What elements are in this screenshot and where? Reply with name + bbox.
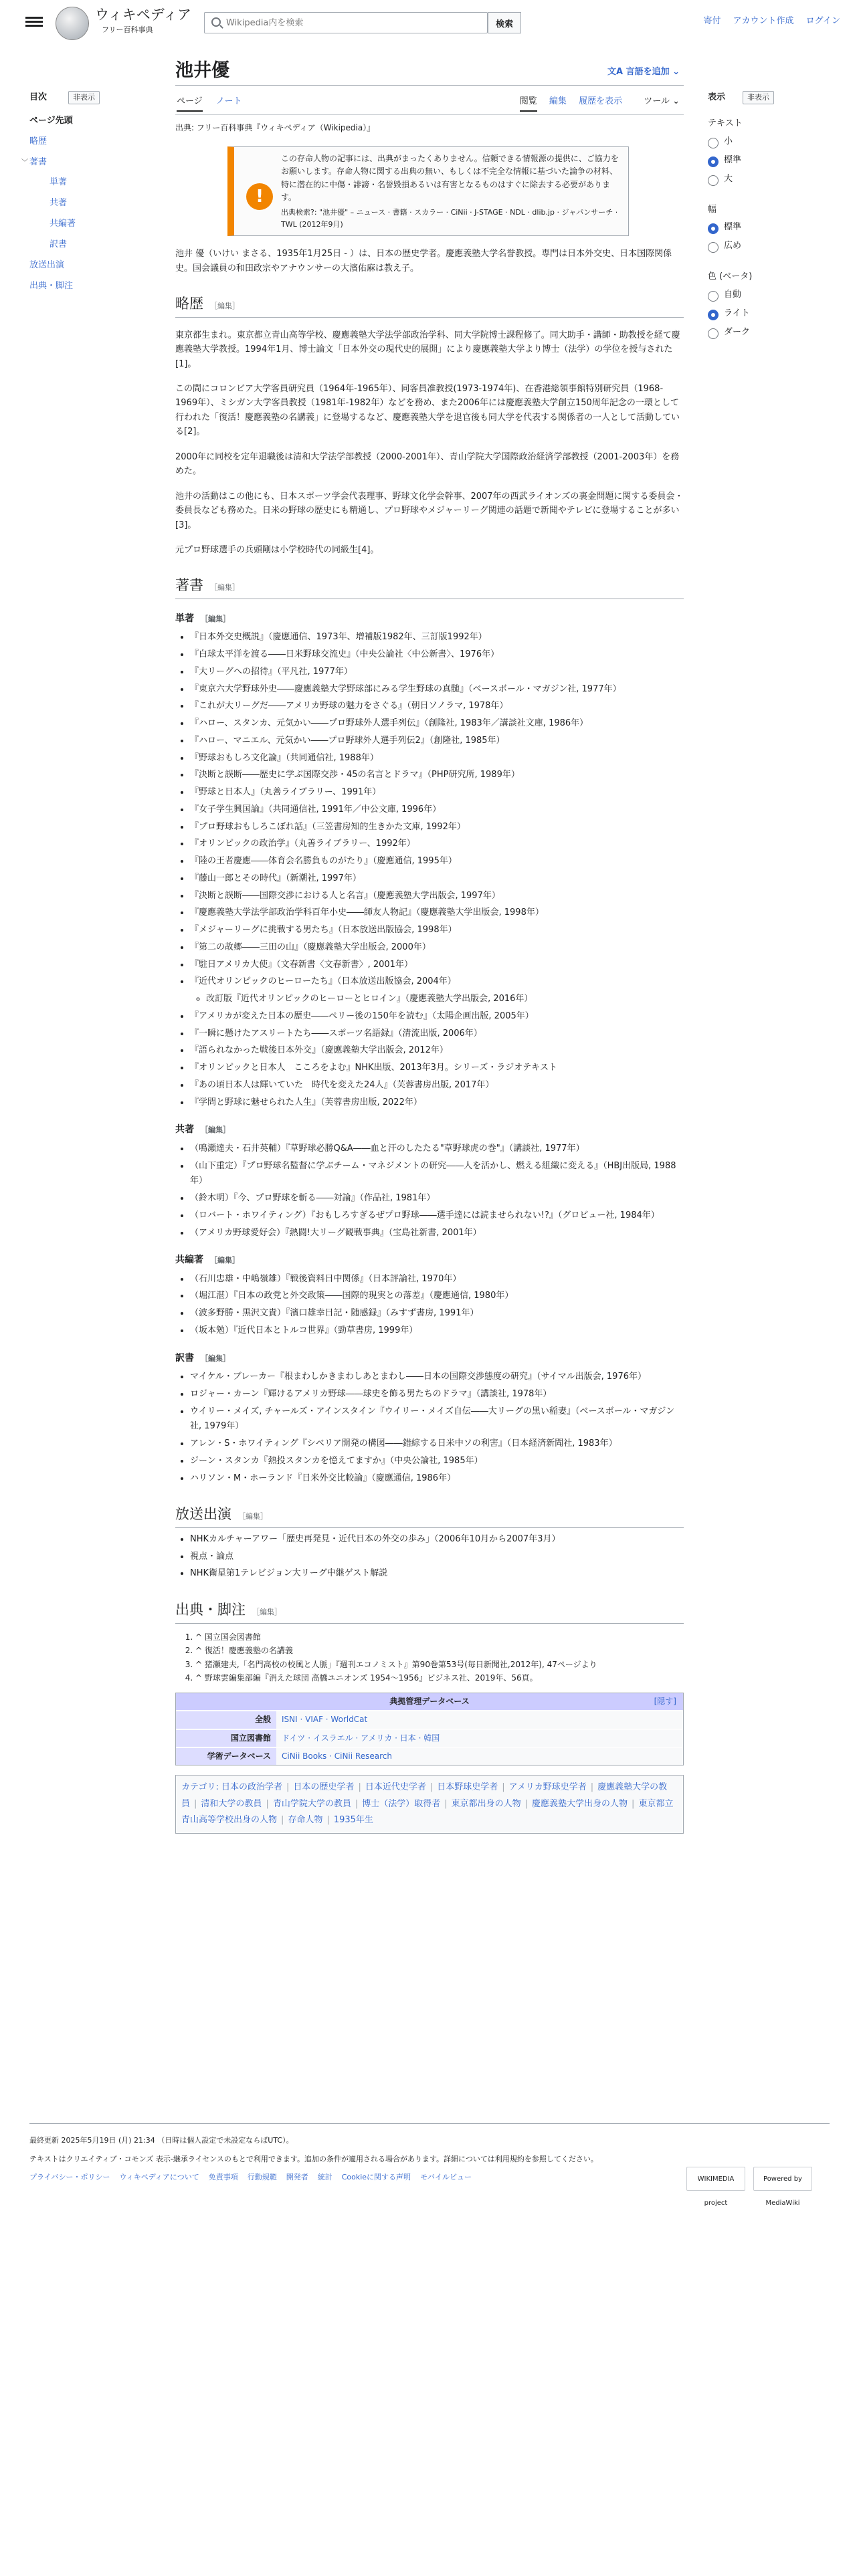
appearance-panel bbox=[708, 91, 842, 344]
from-line: 出典: フリー百科事典『ウィキペディア（Wikipedia）』 bbox=[175, 123, 375, 133]
article-content bbox=[175, 59, 684, 1834]
section-books: 著書 ［編集］ bbox=[175, 574, 684, 599]
list-item: • 『野球と日本人』（丸善ライブラリー、1991年） bbox=[190, 785, 684, 800]
warning-icon: ! bbox=[246, 183, 273, 210]
edit-link[interactable]: ［編集］ bbox=[252, 1608, 282, 1617]
list-item: • 『一瞬に懸けたアスリートたち――スポーツ名語録』（清流出版, 2006年） bbox=[190, 1027, 684, 1042]
tab-tools[interactable]: ツール ⌄ bbox=[644, 96, 680, 107]
search-input[interactable] bbox=[226, 15, 480, 30]
list-item: • 『決断と誤断――歴史に学ぶ国際交渉・45の名言とドラマ』（PHP研究所, 1989年） bbox=[190, 768, 684, 783]
footer-link[interactable]: Cookieに関する声明 bbox=[341, 2173, 411, 2182]
section-broadcast: 放送出演 ［編集］ bbox=[175, 1503, 684, 1528]
color-light-radio[interactable]: ライト bbox=[708, 307, 842, 326]
main-menu-button[interactable] bbox=[25, 15, 43, 29]
page-tabs bbox=[175, 92, 684, 115]
coedit-list bbox=[175, 1272, 684, 1339]
category-link[interactable]: 博士（法学）取得者 bbox=[362, 1798, 441, 1809]
tab-edit[interactable]: 編集 bbox=[549, 96, 567, 107]
color-dark-radio[interactable]: ダーク bbox=[708, 326, 842, 344]
list-item: • ウイリー・メイズ, チャールズ・アインスタイン『ウイリー・メイズ自伝――大リーグの黒い稲妻』（ベースボール・マガジン社, 1979年） bbox=[190, 1404, 684, 1435]
footer-link[interactable]: 開発者 bbox=[286, 2173, 308, 2182]
list-item: • 『近代オリンピックのヒーローたち』（日本放送出版協会, 2004年） bbox=[190, 974, 684, 990]
bio-para: 2000年に同校を定年退職後は清和大学法学部教授（2000-2001年）、青山学院大学国際政治経済学部教授（2001-2003年）を務めた。 bbox=[175, 451, 680, 477]
list-item: • 『女子学生興国論』（共同通信社, 1991年／中公文庫, 1996年） bbox=[190, 802, 684, 818]
list-item: • 『日本外交史概説』（慶應通信、1973年、増補版1982年、三訂版1992年） bbox=[190, 630, 684, 645]
page-footer bbox=[29, 2123, 830, 2207]
toc-item-books[interactable]: ﹀ 著書 bbox=[21, 156, 47, 167]
list-item: • 視点・論点 bbox=[190, 1549, 684, 1565]
authority-control-box bbox=[175, 1693, 684, 1765]
category-link[interactable]: 1935年生 bbox=[333, 1815, 373, 1826]
list-item: • （アメリカ野球愛好会）『熱闘!大リーグ観戦事典』（宝島社新書, 2001年） bbox=[190, 1226, 684, 1241]
chevron-down-icon[interactable]: ﹀ bbox=[21, 158, 28, 167]
list-item: • 『第二の故郷――三田の山』（慶應義塾大学出版会, 2000年） bbox=[190, 940, 684, 956]
color-label: 色 (ベータ) bbox=[708, 272, 753, 282]
notice-text: この存命人物の記事には、出典がまったくありません。信頼できる情報源の提供に、ご協力をお願いします。存命人物に関する出典の無い、もしくは不完全な情報に基づいた論争の材料、特に潜在的に中傷・誹謗・名誉毀損あるいは有害となるものはすぐに除去する必要があります。 bbox=[281, 154, 619, 202]
tab-history[interactable]: 履歴を表示 bbox=[579, 96, 623, 107]
reference-item: 1. ^ 国立国会図書館 bbox=[195, 1630, 684, 1644]
navbox-row: 学術データベース CiNii Books · CiNii Research bbox=[176, 1747, 683, 1765]
bio-para: 元プロ野球選手の兵頭剛は小学校時代の同級生[4]。 bbox=[175, 544, 379, 555]
list-item: • 『白球太平洋を渡る――日米野球交流史』（中央公論社〈中公新書〉、1976年） bbox=[190, 647, 684, 663]
page-title: 池井優 bbox=[175, 59, 684, 86]
tab-page[interactable]: ページ bbox=[177, 96, 203, 112]
category-link[interactable]: 存命人物 bbox=[288, 1815, 323, 1826]
edit-link[interactable]: ［編集］ bbox=[238, 1512, 268, 1521]
tab-talk[interactable]: ノート bbox=[215, 96, 242, 107]
list-item: • 『アメリカが変えた日本の歴史――ペリー後の150年を読む』（太陽企画出版, 2005年） bbox=[190, 1009, 684, 1025]
navbox-hide-button[interactable]: [隠す] bbox=[654, 1697, 676, 1707]
bio-para: 東京都生まれ。東京都立青山高等学校、慶應義塾大学法学部政治学科、同大学院博士課程修了。同大助手・講師・助教授を経て慶應義塾大学教授。1994年1月、博士論文「日本外交の現代史的展開」により慶應義塾大学より博士（法学）の学位を授与された[1]。 bbox=[175, 330, 680, 369]
footer-link[interactable]: モバイルビュー bbox=[420, 2173, 472, 2182]
color-section bbox=[708, 270, 842, 344]
search-button[interactable]: 検索 bbox=[488, 12, 521, 33]
list-item: • 『東京六大学野球外史――慶應義塾大学野球部にみる学生野球の真髄』（ベースボール・マガジン社, 1977年） bbox=[190, 682, 684, 697]
reference-item: 3. ^ 猪瀬建夫,「名門高校の校風と人脈」『週刊エコノミスト』第90巻第53号(毎日新聞社,2012年), 47ページより bbox=[195, 1658, 684, 1671]
footer-link[interactable]: 行動規範 bbox=[247, 2173, 277, 2182]
toc-item-single[interactable]: 単著 bbox=[50, 177, 68, 188]
text-size-small-radio[interactable]: 小 bbox=[708, 135, 842, 154]
list-item: • NHK衛星第1テレビジョン大リーグ中継ゲスト解説 bbox=[190, 1566, 684, 1582]
width-label: 幅 bbox=[708, 204, 717, 215]
add-language-button[interactable]: 文A 言語を追加 ⌄ bbox=[607, 67, 680, 77]
toc-item-coedit[interactable]: 共編著 bbox=[50, 219, 76, 229]
list-item: • 『決断と誤断――国際交渉における人と名言』（慶應義塾大学出版会, 1997年） bbox=[190, 889, 684, 904]
list-item: • アレン・S・ホワイティング『シベリア開発の構図――錯綜する日米中ソの利害』（日本経済新聞社, 1983年） bbox=[190, 1436, 684, 1452]
text-size-large-radio[interactable]: 大 bbox=[708, 173, 842, 191]
donate-link[interactable]: 寄付 bbox=[703, 16, 721, 26]
create-account-link[interactable]: アカウント作成 bbox=[733, 16, 794, 26]
list-item: • （堀江湛）『日本の政党と外交政策――国際的現実との落差』（慶應通信, 1980年） bbox=[190, 1289, 684, 1304]
list-item: • 『野球おもしろ文化論』（共同通信社, 1988年） bbox=[190, 751, 684, 766]
list-item: • （波多野勝・黒沢文貴）『濱口雄幸日記・随感録』（みすず書房, 1991年） bbox=[190, 1306, 684, 1321]
navbox-title: 典拠管理データベース [隠す] bbox=[176, 1693, 683, 1710]
text-size-standard-radio[interactable]: 標準 bbox=[708, 154, 842, 173]
toc-item-coauthor[interactable]: 共著 bbox=[50, 198, 68, 209]
footer-link[interactable]: 免責事項 bbox=[208, 2173, 238, 2182]
list-item: • （坂本勉）『近代日本とトルコ世界』（勁草書房, 1999年） bbox=[190, 1323, 684, 1339]
site-header bbox=[0, 0, 859, 47]
single-list bbox=[175, 630, 684, 1110]
navbox-row: 国立図書館 ドイツ · イスラエル · アメリカ · 日本 · 韓国 bbox=[176, 1729, 683, 1747]
category-link[interactable]: 日本の政治学者 bbox=[221, 1782, 283, 1793]
license-text: テキストはクリエイティブ・コモンズ 表示-継承ライセンスのもとで利用できます。追加の条件が適用される場合があります。詳細については利用規約を参照してください。 bbox=[29, 2154, 598, 2163]
category-link[interactable]: 東京都出身の人物 bbox=[451, 1798, 521, 1809]
list-item: • （鈴木明）『今、プロ野球を斬る――対論』（作品社, 1981年） bbox=[190, 1191, 684, 1206]
toc-item-bio[interactable]: 略歴 bbox=[29, 136, 47, 146]
broadcast-list bbox=[175, 1532, 684, 1582]
list-item: ◦ 改訂版『近代オリンピックのヒーローとヒロイン』（慶應義塾大学出版会, 2016年） bbox=[206, 992, 684, 1007]
last-updated: 最終更新 2025年5月19日 (月) 21:34 （日時は個人設定で未設定ならばUTC）。 bbox=[29, 2136, 294, 2145]
edit-link[interactable]: ［編集］ bbox=[201, 1354, 230, 1363]
list-item: • 『慶應義塾大学法学部政治学科百年小史――師友人物記』（慶應義塾大学出版会, 1998年） bbox=[190, 905, 684, 921]
list-item: • 『駐日アメリカ大使』（文春新書〈文春新書〉, 2001年） bbox=[190, 958, 684, 973]
list-item: • 『ハロー、スタンカ、元気かい――プロ野球外人選手列伝』（創隆社, 1983年／講談社文庫, 1986年） bbox=[190, 716, 684, 732]
list-item: • 『陸の王者慶應――体育会名勝負ものがたり』（慶應通信, 1995年） bbox=[190, 854, 684, 869]
wikimedia-badge[interactable]: WIKIMEDIA project bbox=[686, 2167, 745, 2191]
trans-list bbox=[175, 1370, 684, 1486]
section-coedit: 共編著 ［編集］ bbox=[175, 1255, 240, 1266]
list-item: • 『これが大リーグだ――アメリカ野球の魅力をさぐる』（朝日ソノラマ, 1978年） bbox=[190, 699, 684, 714]
list-item: • 『オリンピックと日本人 こころをよむ』NHK出版、2013年3月。シリーズ・ラジオテキスト bbox=[190, 1061, 684, 1076]
edit-link[interactable]: ［編集］ bbox=[210, 1256, 240, 1265]
list-item: • 『学問と野球に魅せられた人生』（芙蓉書房出版, 2022年） bbox=[190, 1095, 684, 1111]
category-link[interactable]: 日本野球史学者 bbox=[437, 1782, 498, 1793]
toc-item-top[interactable]: ページ先頭 bbox=[29, 115, 73, 126]
search-icon bbox=[211, 17, 221, 27]
wikipedia-globe-icon[interactable] bbox=[56, 7, 89, 40]
lead-paragraph: 池井 優（いけい まさる、1935年1月25日 - ）は、日本の歴史学者。慶應義塾大学名誉教授。専門は日本外交史、日本国際関係史。国会議員の和田政宗やアナウンサーの大濱佑麻は教え子。 bbox=[175, 249, 672, 274]
list-item: • NHKカルチャーアワー「歴史再発見・近代日本の外交の歩み」（2006年10月から2007年3月） bbox=[190, 1532, 684, 1547]
section-bio: 略歴 ［編集］ bbox=[175, 293, 684, 318]
search-box bbox=[204, 12, 488, 33]
appearance-title: 表示 bbox=[708, 92, 726, 102]
list-item: • 『プロ野球おもしろこぼれ話』（三笠書房知的生きかた文庫, 1992年） bbox=[190, 820, 684, 835]
logo-title[interactable]: ウィキペディア bbox=[95, 7, 192, 23]
toc-item-refs[interactable]: 出典・脚注 bbox=[29, 280, 74, 291]
list-item: • 『ハロー、マニエル、元気かい――プロ野球外人選手列伝2』（創隆社, 1985年） bbox=[190, 734, 684, 749]
mediawiki-badge[interactable]: Powered by MediaWiki bbox=[753, 2167, 812, 2191]
list-item: • ジーン・スタンカ『熱投スタンカを憶えてますか』（中央公論社, 1985年） bbox=[190, 1454, 684, 1469]
section-refs: 出典・脚注 ［編集］ bbox=[175, 1599, 684, 1624]
translate-icon: 文A bbox=[607, 67, 626, 77]
width-standard-radio[interactable]: 標準 bbox=[708, 221, 842, 239]
toc-item-trans[interactable]: 訳書 bbox=[50, 239, 68, 250]
list-item: • 『語られなかった戦後日本外交』（慶應義塾大学出版会, 2012年） bbox=[190, 1043, 684, 1059]
tab-read[interactable]: 閲覧 bbox=[520, 96, 537, 112]
list-item: • マイケル・ブレーカー『根まわしかきまわしあとまわし――日本の国際交渉態度の研究』（サイマル出版会, 1976年） bbox=[190, 1370, 684, 1385]
list-item: • （ロバート・ホワイティング）『おもしろすぎるぜプロ野球――選手達には読ませられない!?』（グロビュー社, 1984年） bbox=[190, 1208, 684, 1224]
category-link[interactable]: 日本近代史学者 bbox=[365, 1782, 426, 1793]
list-item: • 『あの頃日本人は輝いていた 時代を変えた24人』（芙蓉書房出版, 2017年） bbox=[190, 1078, 684, 1093]
text-size-section bbox=[708, 117, 842, 191]
width-section bbox=[708, 203, 842, 259]
list-item: • （鳴瀬達夫・石井英輔）『草野球必勝Q&A――血と汗のしたたる"草野球虎の巻"』（講談社, 1977年） bbox=[190, 1142, 684, 1157]
category-box: カテゴリ: 日本の政治学者 | 日本の歴史学者 | 日本近代史学者 | 日本野球史学者 | アメリカ野球史学者 | 慶應義塾大学の教員 | 清和大学の教員 | 青山学院大学の教員 | 博士（法学）取得者 | 東京都出身の人物 | 慶應義塾大学出身の人物 | 東京都立青山高等学校出身の人物 | 存命人物 | 1935年生 bbox=[175, 1775, 684, 1834]
toc-hide-button[interactable]: 非表示 bbox=[68, 91, 100, 104]
user-links bbox=[694, 15, 840, 29]
login-link[interactable]: ログイン bbox=[805, 16, 840, 26]
edit-link[interactable]: ［編集］ bbox=[201, 1125, 230, 1135]
list-item: • 『メジャーリーグに挑戦する男たち』（日本放送出版協会, 1998年） bbox=[190, 923, 684, 938]
bio-para: 池井の活動はこの他にも、日本スポーツ学会代表理事、野球文化学会幹事、2007年の西武ライオンズの裏金問題に関する委員会・委員長なども務めた。日米の野球の歴史にも精通し、プロ野球やメジャーリーグ関連の話題で新聞やテレビに登場することが多い[3]。 bbox=[175, 491, 684, 530]
edit-link[interactable]: ［編集］ bbox=[210, 583, 240, 593]
refs-list bbox=[175, 1630, 684, 1685]
category-link[interactable]: 日本の歴史学者 bbox=[293, 1782, 355, 1793]
categories-label[interactable]: カテゴリ: bbox=[181, 1782, 219, 1793]
appearance-hide-button[interactable]: 非表示 bbox=[743, 91, 774, 104]
category-link[interactable]: 青山学院大学の教員 bbox=[272, 1798, 351, 1809]
text-size-label: テキスト bbox=[708, 118, 743, 128]
footer-link[interactable]: プライバシー・ポリシー bbox=[29, 2173, 110, 2182]
list-item: • 『オリンピックの政治学』（丸善ライブラリー、1992年） bbox=[190, 837, 684, 852]
notice-sources[interactable]: 出典検索?: "池井優" – ニュース · 書籍 · スカラー · CiNii · J-STAGE · NDL · dlib.jp · ジャパンサーチ · TWL (2012年9月) bbox=[281, 208, 618, 229]
table-of-contents bbox=[21, 91, 150, 302]
bio-para: この間にコロンビア大学客員研究員（1964年-1965年）、同客員准教授(1973-1974年)、在香港総領事館特別研究員（1968-1969年）、ミシガン大学客員教授（1981年-1982年）などを務め、また2006年には慶應義塾大学創立150周年記念の一環として行われた「復活！慶應義塾の名講義」に登場するなど、慶應義塾大学を退官後も同大学を代表する関係者の一人として活動している[2]。 bbox=[175, 384, 680, 437]
footer-link[interactable]: ウィキペディアについて bbox=[119, 2173, 199, 2182]
list-item: • （山下重定）『プロ野球名監督に学ぶチーム・マネジメントの研究――人を活かし、燃える組織に変える』（HBJ出版局, 1988年） bbox=[190, 1159, 684, 1190]
width-wide-radio[interactable]: 広め bbox=[708, 239, 842, 258]
section-coauthor: 共著 ［編集］ bbox=[175, 1124, 230, 1136]
category-link[interactable]: 慶應義塾大学の教員 bbox=[181, 1782, 668, 1809]
category-link[interactable]: 東京都立青山高等学校出身の人物 bbox=[181, 1798, 674, 1826]
edit-link[interactable]: ［編集］ bbox=[201, 614, 230, 623]
footer-link[interactable]: 統計 bbox=[317, 2173, 332, 2182]
section-single: 単著 ［編集］ bbox=[175, 613, 230, 624]
notice-box bbox=[227, 146, 629, 236]
toc-title: 目次 bbox=[29, 92, 47, 102]
logo-subtitle: フリー百科事典 bbox=[102, 25, 153, 34]
edit-link[interactable]: ［編集］ bbox=[210, 302, 240, 311]
navbox-row: 全般 ISNI · VIAF · WorldCat bbox=[176, 1710, 683, 1728]
color-auto-radio[interactable]: 自動 bbox=[708, 288, 842, 307]
toc-item-broadcast[interactable]: 放送出演 bbox=[29, 260, 65, 271]
list-item: • 『大リーグへの招待』（平凡社, 1977年） bbox=[190, 665, 684, 680]
list-item: • ロジャー・カーン『輝けるアメリカ野球――球史を飾る男たちのドラマ』（講談社, 1978年） bbox=[190, 1387, 684, 1402]
list-item: • 『藤山一郎とその時代』（新潮社, 1997年） bbox=[190, 871, 684, 887]
category-link[interactable]: アメリカ野球史学者 bbox=[508, 1782, 587, 1793]
category-link[interactable]: 慶應義塾大学出身の人物 bbox=[532, 1798, 628, 1809]
section-trans: 訳書 ［編集］ bbox=[175, 1352, 230, 1364]
list-item: • （石川忠雄・中嶋嶺雄）『戦後資料日中関係』（日本評論社, 1970年） bbox=[190, 1272, 684, 1287]
list-item: • ハリソン・M・ホーランド『日米外交比較論』（慶應通信, 1986年） bbox=[190, 1471, 684, 1487]
reference-item: 2. ^ 復活！慶應義塾の名講義 bbox=[195, 1644, 684, 1657]
category-link[interactable]: 清和大学の教員 bbox=[201, 1798, 262, 1809]
reference-item: 4. ^ 野球雲編集部編『消えた球団 高橋ユニオンズ 1954〜1956』ビジネス社、2019年、56頁。 bbox=[195, 1671, 684, 1685]
coauthor-list bbox=[175, 1142, 684, 1241]
